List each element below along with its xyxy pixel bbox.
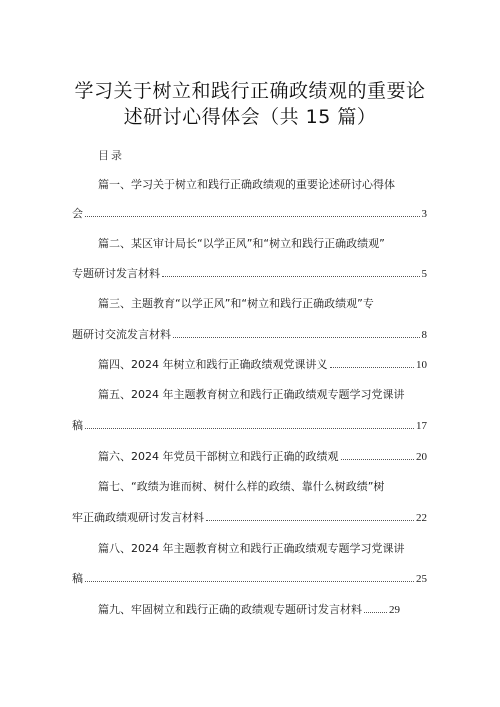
toc-entry-8-line-1[interactable]: 篇八、2024 年主题教育树立和践行正确政绩观专题学习党课讲: [98, 542, 405, 555]
toc-entry-7-line-2[interactable]: [72, 511, 427, 525]
toc-entry-4-page: 10: [416, 359, 427, 371]
toc-entry-5-page: 17: [416, 420, 427, 432]
toc-entry-1-line-2[interactable]: [72, 207, 427, 221]
toc-entry-1-page: 3: [421, 208, 427, 220]
toc-entry-8-line-2[interactable]: [72, 572, 427, 586]
toc-entry-6[interactable]: [98, 450, 427, 464]
document-title-line-1: 学习关于树立和践行正确政绩观的重要论: [74, 80, 426, 102]
dot-leader: [173, 328, 420, 338]
toc-heading: 目录: [98, 149, 124, 162]
toc-entry-8-page: 25: [416, 573, 427, 585]
dot-leader: [364, 603, 387, 613]
toc-entry-6-page: 20: [416, 451, 427, 463]
toc-entry-3-line-2[interactable]: [72, 328, 427, 342]
toc-entry-7-line-1[interactable]: 篇七、“政绩为谁而树、树什么样的政绩、靠什么树政绩”树: [98, 480, 385, 493]
toc-entry-5-text: 稿: [72, 419, 83, 432]
toc-entry-3-page: 8: [421, 329, 427, 341]
toc-entry-7-text: 牢正确政绩观研讨发言材料: [72, 511, 204, 524]
toc-entry-2-line-1[interactable]: 篇二、某区审计局长“以学正风”和“树立和践行正确政绩观”: [98, 237, 385, 250]
dot-leader: [85, 207, 420, 217]
dot-leader: [162, 267, 420, 277]
toc-entry-9-page: 29: [389, 604, 400, 616]
toc-entry-7-page: 22: [416, 512, 427, 524]
toc-entry-1-text: 会: [72, 207, 83, 220]
document-title-line-2: 述研讨心得体会（共 15 篇）: [123, 106, 377, 128]
dot-leader: [341, 450, 415, 460]
toc-entry-8-text: 稿: [72, 572, 83, 585]
toc-entry-9[interactable]: [98, 603, 400, 617]
toc-entry-2-line-2[interactable]: [72, 267, 427, 281]
dot-leader: [85, 419, 414, 429]
dot-leader: [330, 358, 415, 368]
toc-entry-2-page: 5: [421, 268, 427, 280]
toc-entry-5-line-2[interactable]: [72, 419, 427, 433]
toc-entry-6-text: 篇六、2024 年党员干部树立和践行正确的政绩观: [98, 450, 339, 463]
toc-entry-4-text: 篇四、2024 年树立和践行正确政绩观党课讲义: [98, 358, 328, 371]
toc-entry-9-text: 篇九、牢固树立和践行正确的政绩观专题研讨发言材料: [98, 603, 362, 616]
toc-entry-4[interactable]: [98, 358, 427, 372]
dot-leader: [206, 511, 414, 521]
dot-leader: [85, 572, 414, 582]
toc-entry-1-line-1[interactable]: 篇一、学习关于树立和践行正确政绩观的重要论述研讨心得体: [98, 178, 395, 191]
toc-entry-3-text: 题研讨交流发言材料: [72, 328, 171, 341]
toc-entry-2-text: 专题研讨发言材料: [72, 267, 160, 280]
toc-entry-5-line-1[interactable]: 篇五、2024 年主题教育树立和践行正确政绩观专题学习党课讲: [98, 388, 405, 401]
toc-entry-3-line-1[interactable]: 篇三、主题教育“以学正风”和“树立和践行正确政绩观”专: [98, 297, 374, 310]
